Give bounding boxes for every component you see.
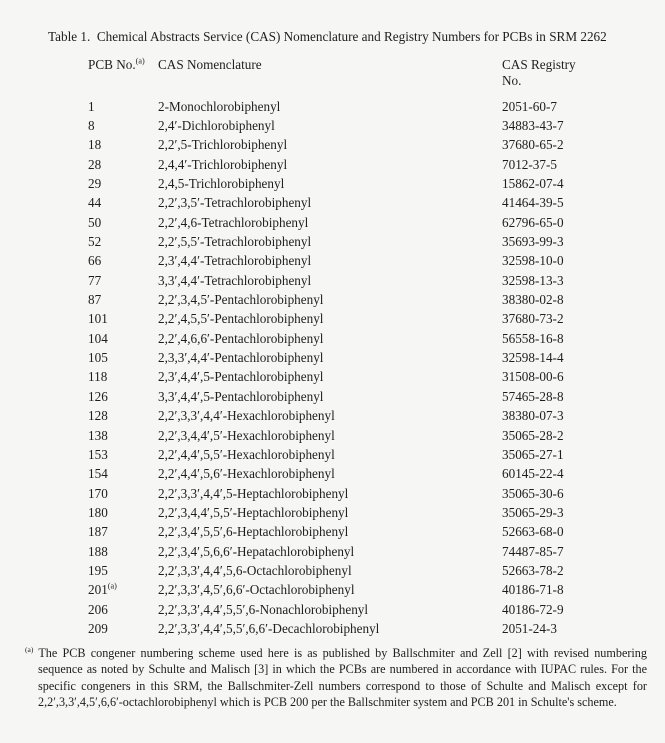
- header-row: [88, 57, 622, 97]
- nomenclature-cell: 2,2′,3,3′,4,4′,5-Heptachlorobiphenyl: [158, 485, 349, 501]
- pcb-no-cell: [88, 310, 158, 329]
- table-body: [88, 97, 622, 639]
- footnote-marker: (a): [25, 644, 34, 654]
- cas-table: [88, 57, 622, 639]
- registry-cell: 41464-39-5: [502, 195, 564, 211]
- registry-cell: 40186-71-8: [502, 582, 564, 598]
- table-row: [88, 155, 622, 174]
- pcb-no-cell: [88, 445, 158, 464]
- table-title: Table 1. Chemical Abstracts Service (CAS) Nomenclature and Registry Numbers for PCBs in SRM 2262: [48, 29, 607, 44]
- pcb-no-cell: [88, 329, 158, 348]
- table-row: [88, 600, 622, 619]
- pcb-no-text: 153: [88, 446, 108, 462]
- pcb-no-cell: [88, 484, 158, 503]
- registry-cell: 38380-02-8: [502, 292, 564, 308]
- table-row: [88, 484, 622, 503]
- table-row: [88, 407, 622, 426]
- registry-cell: 7012-37-5: [502, 156, 557, 172]
- pcb-no-text: 44: [88, 195, 102, 211]
- pcb-no-cell: [88, 116, 158, 135]
- pcb-no-cell: [88, 155, 158, 174]
- registry-cell: 52663-78-2: [502, 562, 564, 578]
- pcb-no-text: 1: [88, 98, 95, 114]
- registry-cell: 34883-43-7: [502, 118, 564, 134]
- pcb-no-text: 105: [88, 350, 108, 366]
- pcb-no-cell: [88, 348, 158, 367]
- table-row: [88, 252, 622, 271]
- table-row: [88, 503, 622, 522]
- table-row: [88, 348, 622, 367]
- nomenclature-cell: 2,2′,4,6-Tetrachlorobiphenyl: [158, 214, 309, 230]
- pcb-no-cell: [88, 581, 158, 600]
- pcb-no-cell: [88, 600, 158, 619]
- pcb-no-text: 118: [88, 369, 108, 385]
- nomenclature-cell: 2,2′,3,3′,4,4′,5,5′,6-Nonachlorobiphenyl: [158, 601, 369, 617]
- nomenclature-cell: 2,4,4′-Trichlorobiphenyl: [158, 156, 288, 172]
- pcb-no-cell: [88, 619, 158, 638]
- pcb-no-text: 104: [88, 330, 108, 346]
- pcb-no-cell: [88, 232, 158, 251]
- table-row: [88, 290, 622, 309]
- table-row: [88, 523, 622, 542]
- pcb-no-cell: [88, 368, 158, 387]
- pcb-no-text: 209: [88, 620, 108, 636]
- pcb-no-text: 77: [88, 272, 102, 288]
- table-row: [88, 426, 622, 445]
- pcb-no-cell: [88, 271, 158, 290]
- pcb-no-text: 206: [88, 601, 108, 617]
- table-row: [88, 97, 622, 116]
- registry-cell: 38380-07-3: [502, 408, 564, 424]
- nomenclature-cell: 2,2′,3,4,4′,5′-Hexachlorobiphenyl: [158, 427, 335, 443]
- table-row: [88, 619, 622, 638]
- pcb-no-text: 188: [88, 543, 108, 559]
- registry-cell: 40186-72-9: [502, 601, 564, 617]
- pcb-no-text: 195: [88, 562, 108, 578]
- pcb-no-cell: [88, 503, 158, 522]
- registry-cell: 37680-65-2: [502, 137, 564, 153]
- registry-cell: 35065-27-1: [502, 446, 564, 462]
- footnote-text: The PCB congener numbering scheme used here is as published by Ballschmiter and Zell [2] with revised numbering sequence as noted by Schulte and Malisch [3] in which the PCBs are numbered in accordance with IUPAC rules. For the specific congeners in this SRM, the Ballschmiter-Zell numbers correspond to those of Schulte and Malisch except for 2,2′,3,3′,4,5′,6,6′-octachlorobiphenyl which is PCB 200 per the Ballschmiter system and PCB 201 in Schulte's scheme.: [38, 646, 647, 710]
- nomenclature-cell: 2,2′,3,3′,4,4′-Hexachlorobiphenyl: [158, 408, 335, 424]
- nomenclature-cell: 2,4′-Dichlorobiphenyl: [158, 118, 275, 134]
- registry-cell: 35065-28-2: [502, 427, 564, 443]
- pcb-no-cell: [88, 561, 158, 580]
- pcb-no-cell: [88, 136, 158, 155]
- nomenclature-cell: 2,2′,5-Trichlorobiphenyl: [158, 137, 288, 153]
- pcb-no-cell: [88, 542, 158, 561]
- pcb-no-cell: [88, 407, 158, 426]
- pcb-no-header-text: PCB No.: [88, 57, 136, 72]
- pcb-no-text: 101: [88, 311, 108, 327]
- nomenclature-cell: 2,2′,3,3′,4,4′,5,6-Octachlorobiphenyl: [158, 562, 352, 578]
- registry-cell: 35693-99-3: [502, 234, 564, 250]
- column-header-registry: [502, 57, 622, 97]
- pcb-no-text: 66: [88, 253, 102, 269]
- nomenclature-cell: 2,3,3′,4,4′-Pentachlorobiphenyl: [158, 350, 324, 366]
- table-row: [88, 194, 622, 213]
- table-row: [88, 581, 622, 600]
- nomenclature-cell: 2,3′,4,4′,5-Pentachlorobiphenyl: [158, 369, 324, 385]
- registry-cell: 57465-28-8: [502, 388, 564, 404]
- table-row: [88, 561, 622, 580]
- nomenclature-cell: 2,2′,3,3′,4,5′,6,6′-Octachlorobiphenyl: [158, 582, 355, 598]
- pcb-no-cell: [88, 174, 158, 193]
- pcb-no-text: 8: [88, 118, 95, 134]
- registry-cell: 35065-30-6: [502, 485, 564, 501]
- registry-cell: 35065-29-3: [502, 504, 564, 520]
- registry-cell: 32598-10-0: [502, 253, 564, 269]
- table-row: [88, 232, 622, 251]
- pcb-no-sup: (a): [107, 581, 117, 591]
- nomenclature-cell: 2,2′,4,5,5′-Pentachlorobiphenyl: [158, 311, 324, 327]
- table-row: [88, 271, 622, 290]
- pcb-no-text: 138: [88, 427, 108, 443]
- nomenclature-cell: 2,2′,5,5′-Tetrachlorobiphenyl: [158, 234, 312, 250]
- pcb-no-cell: [88, 194, 158, 213]
- table-row: [88, 310, 622, 329]
- registry-cell: 15862-07-4: [502, 176, 564, 192]
- pcb-no-text: 52: [88, 234, 102, 250]
- pcb-no-text: 18: [88, 137, 102, 153]
- registry-header-line2: No.: [502, 73, 522, 88]
- table-row: [88, 368, 622, 387]
- table-row: [88, 329, 622, 348]
- pcb-no-text: 29: [88, 176, 102, 192]
- nomenclature-cell: 2,2′,4,6,6′-Pentachlorobiphenyl: [158, 330, 324, 346]
- pcb-no-cell: [88, 426, 158, 445]
- column-header-pcb-no: [88, 57, 158, 97]
- pcb-no-text: 201: [88, 582, 108, 598]
- pcb-no-text: 170: [88, 485, 108, 501]
- pcb-no-text: 128: [88, 408, 108, 424]
- registry-cell: 52663-68-0: [502, 524, 564, 540]
- pcb-no-text: 50: [88, 214, 102, 230]
- pcb-no-text: 126: [88, 388, 108, 404]
- column-header-nomenclature: [158, 57, 502, 97]
- pcb-no-cell: [88, 290, 158, 309]
- pcb-no-cell: [88, 252, 158, 271]
- registry-cell: 60145-22-4: [502, 466, 564, 482]
- nomenclature-cell: 2,2′,3,5′-Tetrachlorobiphenyl: [158, 195, 312, 211]
- registry-header-line1: CAS Registry: [502, 57, 576, 72]
- table-row: [88, 213, 622, 232]
- nomenclature-header-text: CAS Nomenclature: [158, 57, 262, 72]
- nomenclature-cell: 2,2′,3,4′,5,6,6′-Hepatachlorobiphenyl: [158, 543, 355, 559]
- registry-cell: 31508-00-6: [502, 369, 564, 385]
- table-row: [88, 542, 622, 561]
- pcb-no-text: 28: [88, 156, 102, 172]
- nomenclature-cell: 2,3′,4,4′-Tetrachlorobiphenyl: [158, 253, 312, 269]
- table-header: [88, 57, 622, 97]
- nomenclature-cell: 3,3′,4,4′,5-Pentachlorobiphenyl: [158, 388, 324, 404]
- pcb-no-cell: [88, 97, 158, 116]
- pcb-no-cell: [88, 465, 158, 484]
- nomenclature-cell: 2,2′,3,4,5′-Pentachlorobiphenyl: [158, 292, 324, 308]
- table-row: [88, 116, 622, 135]
- nomenclature-cell: 2-Monochlorobiphenyl: [158, 98, 281, 114]
- pcb-no-cell: [88, 387, 158, 406]
- pcb-no-text: 154: [88, 466, 108, 482]
- table-row: [88, 465, 622, 484]
- table-row: [88, 445, 622, 464]
- pcb-no-text: 180: [88, 504, 108, 520]
- pcb-no-text: 187: [88, 524, 108, 540]
- pcb-no-text: 87: [88, 292, 102, 308]
- nomenclature-cell: 2,2′,4,4′,5,6′-Hexachlorobiphenyl: [158, 466, 335, 482]
- nomenclature-cell: 2,2′,3,4′,5,5′,6-Heptachlorobiphenyl: [158, 524, 349, 540]
- registry-cell: 62796-65-0: [502, 214, 564, 230]
- table-row: [88, 174, 622, 193]
- table-row: [88, 387, 622, 406]
- registry-cell: 37680-73-2: [502, 311, 564, 327]
- nomenclature-cell: 2,2′,3,4,4′,5,5′-Heptachlorobiphenyl: [158, 504, 349, 520]
- registry-cell: 56558-16-8: [502, 330, 564, 346]
- pcb-no-cell: [88, 213, 158, 232]
- registry-cell: 32598-13-3: [502, 272, 564, 288]
- pcb-no-header-footnote-ref: (a): [135, 56, 145, 66]
- registry-cell: 2051-24-3: [502, 620, 557, 636]
- table-row: [88, 136, 622, 155]
- nomenclature-cell: 2,2′,4,4′,5,5′-Hexachlorobiphenyl: [158, 446, 335, 462]
- registry-cell: 74487-85-7: [502, 543, 564, 559]
- nomenclature-cell: 2,4,5-Trichlorobiphenyl: [158, 176, 285, 192]
- registry-cell: 32598-14-4: [502, 350, 564, 366]
- nomenclature-cell: 2,2′,3,3′,4,4′,5,5′,6,6′-Decachlorobiphenyl: [158, 620, 380, 636]
- pcb-no-cell: [88, 523, 158, 542]
- nomenclature-cell: 3,3′,4,4′-Tetrachlorobiphenyl: [158, 272, 312, 288]
- footnote: [25, 645, 647, 711]
- registry-cell: 2051-60-7: [502, 98, 557, 114]
